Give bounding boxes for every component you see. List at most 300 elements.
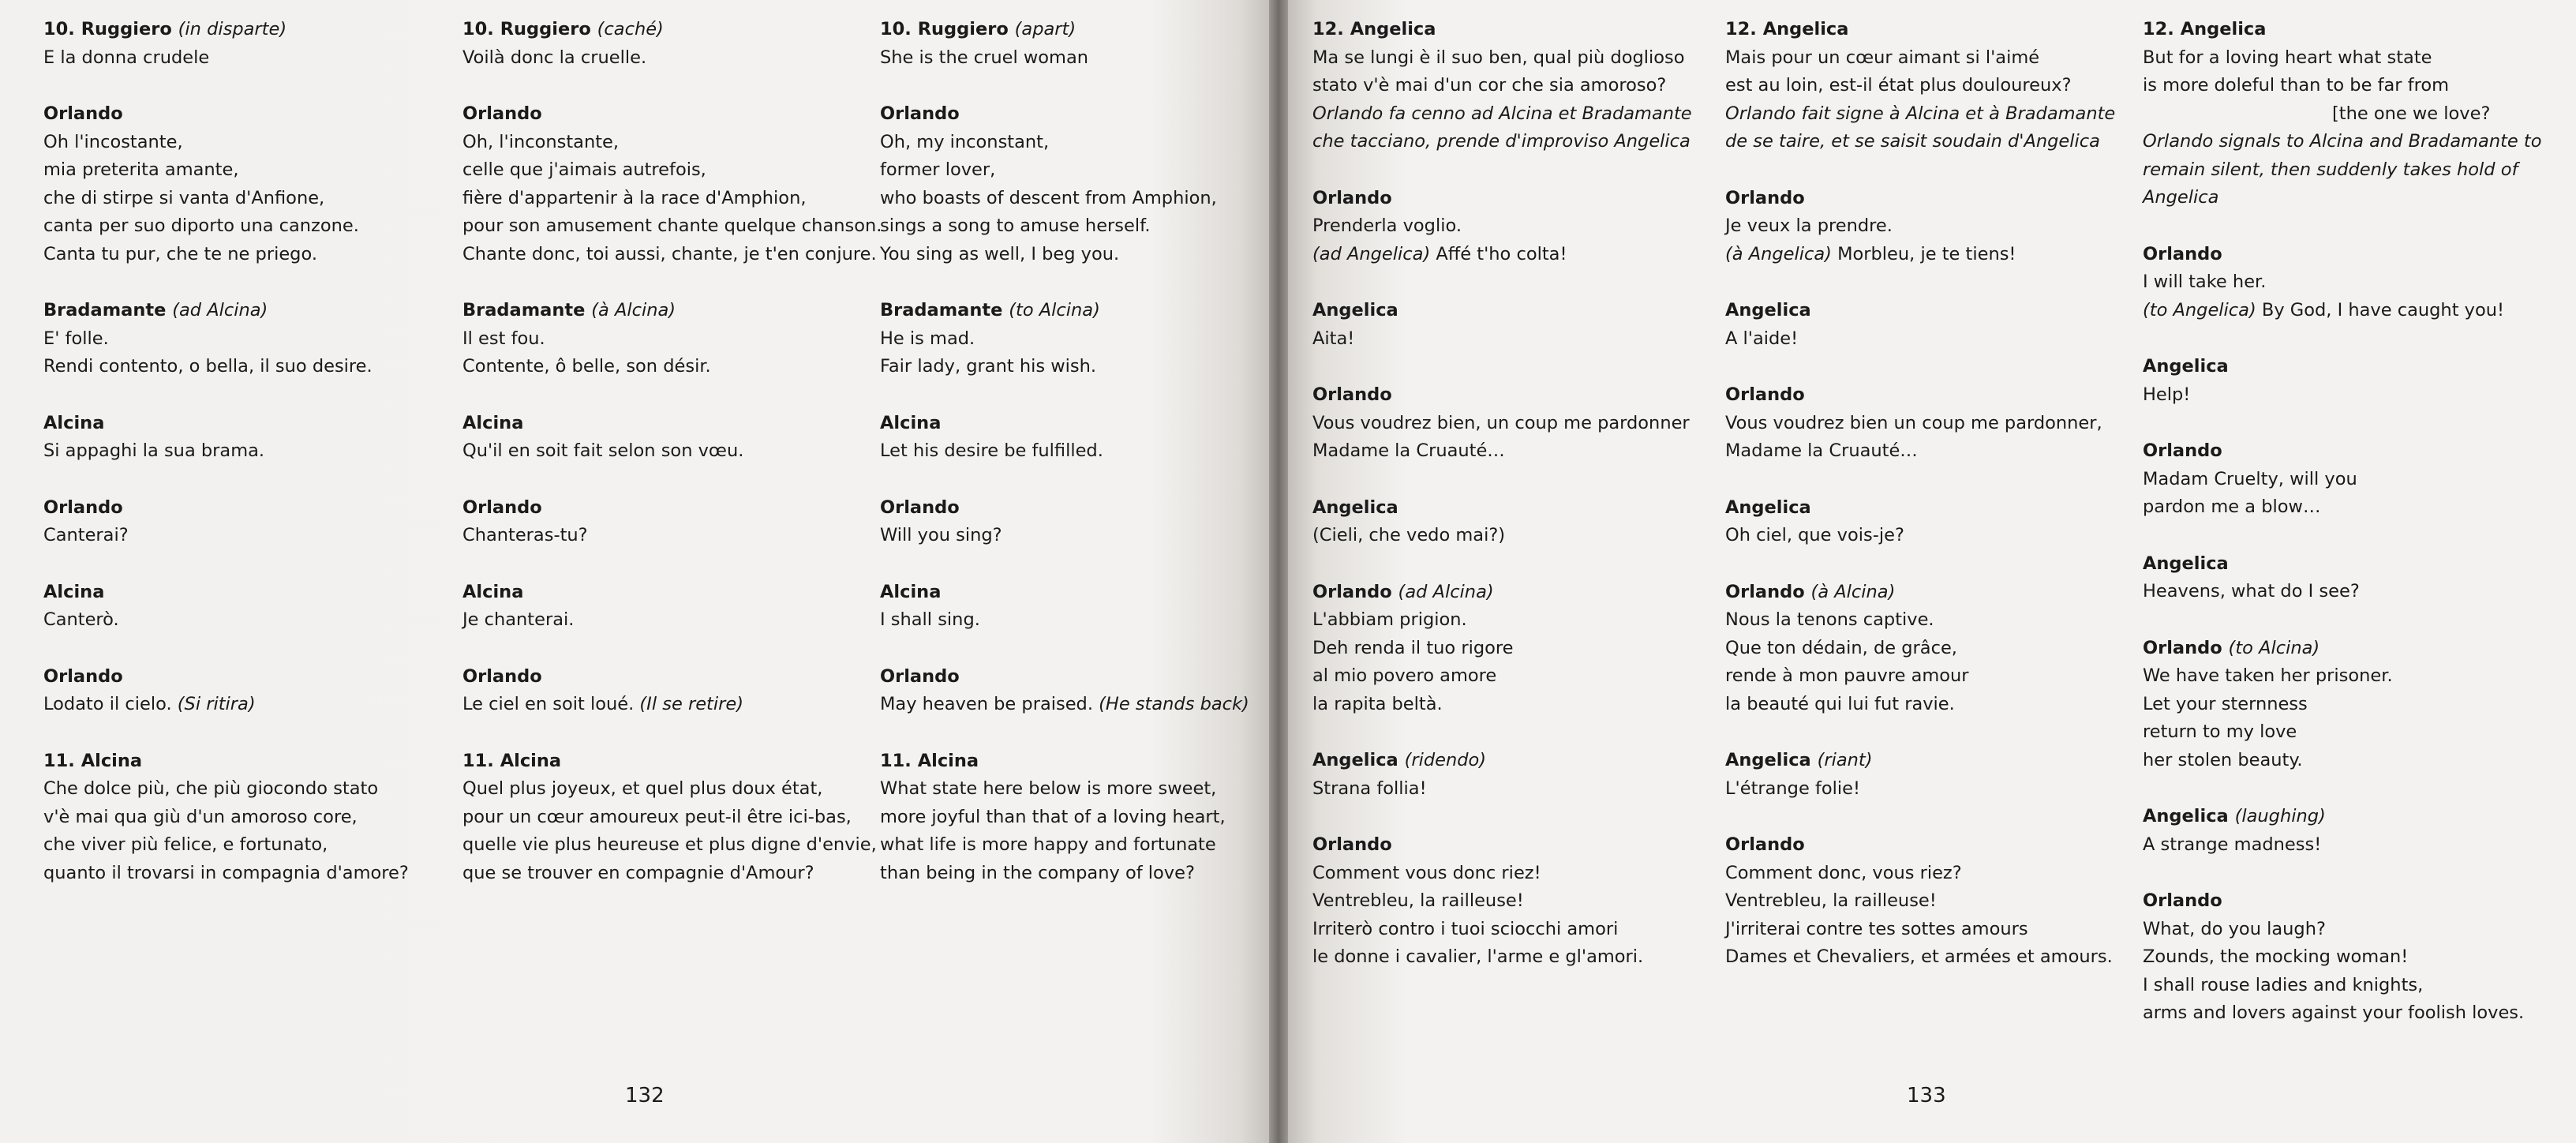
speech-entry xyxy=(462,297,857,381)
speaker-heading xyxy=(1312,494,1707,523)
speaker-heading xyxy=(43,579,414,607)
text-line xyxy=(880,129,1251,157)
speaker-heading xyxy=(2143,241,2537,269)
text-line xyxy=(1312,44,1707,73)
text-line xyxy=(2143,128,2542,156)
text-line xyxy=(1725,437,2120,466)
text-line xyxy=(1312,72,1707,100)
text-line xyxy=(880,325,1251,354)
line-text: arms and lovers against your foolish loves. xyxy=(2143,1002,2525,1023)
speaker-heading xyxy=(1312,185,1707,213)
text-line xyxy=(1312,212,1707,241)
text-line xyxy=(1312,606,1707,635)
speaker-heading xyxy=(462,16,857,44)
text-line xyxy=(880,241,1251,269)
speech-entry xyxy=(1312,747,1707,803)
line-text: Nous la tenons captive. xyxy=(1725,609,1934,630)
text-line xyxy=(2143,184,2537,212)
line-text: What, do you laugh? xyxy=(2143,918,2326,939)
speech-entry xyxy=(1312,579,1707,719)
line-text: Deh renda il tuo rigore xyxy=(1312,637,1514,658)
speech-entry xyxy=(1725,381,2120,466)
line-text: She is the cruel woman xyxy=(880,47,1089,68)
line-text: Madame la Cruauté… xyxy=(1725,440,1918,461)
speaker-heading xyxy=(43,494,414,523)
line-text: que se trouver en compagnie d'Amour? xyxy=(462,862,814,883)
line-text: Il est fou. xyxy=(462,328,545,349)
speech-entry xyxy=(880,579,1251,635)
column-french xyxy=(1725,16,2120,1000)
speaker-heading xyxy=(1312,297,1707,325)
line-text: Help! xyxy=(2143,384,2191,405)
line-text: Che dolce più, che più giocondo stato xyxy=(43,778,379,799)
speech-entry xyxy=(2143,887,2537,1028)
text-line xyxy=(43,212,414,241)
line-text: What state here below is more sweet, xyxy=(880,778,1217,799)
line-text: stato v'è mai d'un cor che sia amoroso? xyxy=(1312,75,1667,96)
speaker-heading xyxy=(2143,16,2537,44)
line-text: Chante donc, toi aussi, chante, je t'en conjure. xyxy=(462,243,877,264)
number-label: 11. xyxy=(880,750,912,771)
speaker-name: Angelica xyxy=(1312,497,1398,518)
line-text: I shall sing. xyxy=(880,609,980,630)
speaker-name: Angelica xyxy=(2143,553,2229,574)
stage-direction: (ridendo) xyxy=(1404,750,1487,770)
speech-entry xyxy=(1725,16,2120,156)
speech-entry xyxy=(880,16,1251,72)
line-text: Canterò. xyxy=(43,609,119,630)
speaker-name: Alcina xyxy=(500,750,562,771)
speaker-name: Orlando xyxy=(1312,384,1392,405)
text-line xyxy=(1312,887,1707,916)
speech-entry xyxy=(880,748,1251,888)
speaker-heading xyxy=(43,100,414,129)
speaker-heading xyxy=(462,100,857,129)
line-text: Si appaghi la sua brama. xyxy=(43,440,265,461)
speaker-heading xyxy=(1725,579,2120,607)
line-text: Madam Cruelty, will you xyxy=(2143,468,2357,489)
number-label: 12. xyxy=(1725,19,1757,39)
line-text: Orlando fait signe à Alcina et à Bradamante xyxy=(1725,103,2116,124)
text-line xyxy=(462,775,857,804)
line-text: Quel plus joyeux, et quel plus doux état, xyxy=(462,778,823,799)
speaker-heading xyxy=(462,663,857,691)
number-label: 10. xyxy=(462,19,494,39)
line-text: Rendi contento, o bella, il suo desire. xyxy=(43,356,373,377)
line-text: Lodato il cielo. xyxy=(43,694,172,714)
text-line xyxy=(43,804,414,832)
line-text: Dames et Chevaliers, et armées et amours. xyxy=(1725,946,2113,967)
line-text: de se taire, et se saisit soudain d'Angelica xyxy=(1725,131,2100,152)
line-text: But for a loving heart what state xyxy=(2143,47,2432,68)
stage-direction: (à Alcina) xyxy=(1810,581,1896,602)
speaker-heading xyxy=(880,494,1251,523)
line-text: Que ton dédain, de grâce, xyxy=(1725,637,1957,658)
line-text: We have taken her prisoner. xyxy=(2143,665,2393,686)
line-text: Contente, ô belle, son désir. xyxy=(462,356,711,377)
stage-direction: (riant) xyxy=(1817,750,1873,770)
line-text: che tacciano, prende d'improviso Angelica xyxy=(1312,131,1690,152)
text-line xyxy=(2143,44,2537,73)
speech-entry xyxy=(1312,297,1707,353)
text-line xyxy=(1725,662,2120,691)
text-line xyxy=(1725,212,2120,241)
line-text: Oh ciel, que vois-je? xyxy=(1725,525,1904,545)
speaker-heading xyxy=(880,410,1251,438)
speech-entry xyxy=(1312,185,1707,269)
line-text: Ventrebleu, la railleuse! xyxy=(1312,890,1524,911)
speaker-name: Ruggiero xyxy=(80,19,172,39)
line-text: Heavens, what do I see? xyxy=(2143,581,2360,601)
line-text: Canta tu pur, che te ne priego. xyxy=(43,243,317,264)
speaker-heading xyxy=(1725,381,2120,410)
text-line xyxy=(880,185,1251,213)
line-text: Fair lady, grant his wish. xyxy=(880,356,1096,377)
stage-direction: (ad Angelica) xyxy=(1312,243,1431,264)
line-text: Oh, my inconstant, xyxy=(880,131,1050,152)
text-line xyxy=(1312,522,1707,550)
text-line xyxy=(43,831,414,860)
speech-entry xyxy=(1725,831,2120,972)
speaker-name: Orlando xyxy=(43,103,123,124)
speaker-name: Alcina xyxy=(43,412,105,433)
number-label: 12. xyxy=(2143,19,2174,39)
speech-entry xyxy=(2143,241,2537,325)
speaker-name: Orlando xyxy=(1725,187,1805,208)
line-text: L'abbiam prigion. xyxy=(1312,609,1467,630)
text-line xyxy=(43,860,414,888)
speech-entry xyxy=(43,297,414,381)
line-text: v'è mai qua giù d'un amoroso core, xyxy=(43,806,358,827)
speaker-name: Alcina xyxy=(462,412,524,433)
speaker-name: Alcina xyxy=(43,581,105,602)
speaker-name: Alcina xyxy=(462,581,524,602)
speech-entry xyxy=(880,100,1251,268)
column-english xyxy=(2143,16,2542,1056)
line-text: what life is more happy and fortunate xyxy=(880,834,1216,855)
text-line xyxy=(2143,493,2537,522)
text-line xyxy=(462,353,857,381)
left-page xyxy=(0,0,1279,1143)
stage-direction: (caché) xyxy=(597,19,664,39)
speaker-heading xyxy=(1312,16,1707,44)
text-line xyxy=(1725,325,2120,354)
line-text: He is mad. xyxy=(880,328,975,349)
speaker-heading xyxy=(43,663,414,691)
line-text: more joyful than that of a loving heart, xyxy=(880,806,1226,827)
text-line xyxy=(1725,691,2120,719)
text-line xyxy=(880,156,1251,185)
line-text: Mais pour un cœur aimant si l'aimé xyxy=(1725,47,2040,68)
number-label: 10. xyxy=(880,19,912,39)
speaker-name: Angelica xyxy=(1725,497,1811,518)
speech-entry xyxy=(1312,831,1707,972)
speech-entry xyxy=(43,100,414,268)
speaker-name: Alcina xyxy=(80,750,143,771)
speaker-name: Alcina xyxy=(917,750,979,771)
text-line xyxy=(880,44,1251,73)
speaker-name: Orlando xyxy=(1725,384,1805,405)
line-text: May heaven be praised. xyxy=(880,694,1093,714)
speaker-heading xyxy=(2143,353,2537,381)
text-line xyxy=(43,156,414,185)
speaker-heading xyxy=(1725,185,2120,213)
speaker-heading xyxy=(1312,747,1707,775)
number-label: 12. xyxy=(1312,19,1344,39)
text-line xyxy=(1312,325,1707,354)
text-line xyxy=(1312,410,1707,438)
text-line xyxy=(880,831,1251,860)
speaker-name: Orlando xyxy=(1725,581,1805,602)
speaker-name: Angelica xyxy=(1350,19,1436,39)
speaker-name: Bradamante xyxy=(462,300,586,320)
line-text: A strange madness! xyxy=(2143,834,2322,855)
speech-entry xyxy=(43,410,414,466)
line-text: Prenderla voglio. xyxy=(1312,215,1462,236)
text-line xyxy=(2143,100,2537,129)
line-text: le donne i cavalier, l'arme e gl'amori. xyxy=(1312,946,1644,967)
line-text: rende à mon pauvre amour xyxy=(1725,665,1969,686)
line-text: By God, I have caught you! xyxy=(2261,299,2505,320)
text-line xyxy=(462,437,857,466)
speech-entry xyxy=(880,410,1251,466)
line-text: J'irriterai contre tes sottes amours xyxy=(1725,918,2028,939)
speech-entry xyxy=(1312,381,1707,466)
speaker-heading xyxy=(2143,635,2537,663)
text-line xyxy=(880,353,1251,381)
text-line xyxy=(1725,887,2120,916)
page-number: 132 xyxy=(625,1084,665,1107)
speaker-heading xyxy=(2143,437,2537,466)
speaker-heading xyxy=(43,297,414,325)
line-text: Chanteras-tu? xyxy=(462,525,588,545)
text-line xyxy=(462,691,857,719)
speaker-heading xyxy=(43,748,414,776)
stage-direction: (to Angelica) xyxy=(2143,299,2256,320)
speech-entry xyxy=(880,663,1251,719)
stage-direction: (à Angelica) xyxy=(1725,243,1832,264)
speaker-name: Orlando xyxy=(880,497,960,518)
speech-entry xyxy=(2143,353,2537,409)
text-line xyxy=(1725,522,2120,550)
line-text: che viver più felice, e fortunato, xyxy=(43,834,328,855)
stage-direction: (to Alcina) xyxy=(1009,300,1100,320)
line-text: than being in the company of love? xyxy=(880,862,1195,883)
line-text: Irriterò contro i tuoi sciocchi amori xyxy=(1312,918,1619,939)
stage-direction: (Si ritira) xyxy=(177,694,256,714)
text-line xyxy=(1725,410,2120,438)
speaker-name: Orlando xyxy=(1312,834,1392,855)
text-line xyxy=(2143,691,2537,719)
line-text: A l'aide! xyxy=(1725,328,1799,349)
text-line xyxy=(1725,72,2120,100)
text-line xyxy=(462,831,877,860)
line-text: celle que j'aimais autrefois, xyxy=(462,159,706,180)
stage-direction: (in disparte) xyxy=(178,19,287,39)
line-text: You sing as well, I beg you. xyxy=(880,243,1120,264)
line-text: Comment donc, vous riez? xyxy=(1725,862,1962,883)
line-text: former lover, xyxy=(880,159,996,180)
line-text: Orlando fa cenno ad Alcina et Bradamante xyxy=(1312,103,1692,124)
speaker-name: Ruggiero xyxy=(917,19,1009,39)
text-line xyxy=(43,437,414,466)
line-text: Madame la Cruauté… xyxy=(1312,440,1505,461)
speech-entry xyxy=(462,100,882,268)
line-text: her stolen beauty. xyxy=(2143,749,2303,770)
text-line xyxy=(43,129,414,157)
speaker-heading xyxy=(880,16,1251,44)
text-line xyxy=(880,437,1251,466)
stage-direction: (ad Alcina) xyxy=(172,300,268,320)
text-line xyxy=(462,522,857,550)
speaker-heading xyxy=(880,748,1251,776)
text-line xyxy=(1312,437,1707,466)
speaker-name: Orlando xyxy=(2143,890,2222,911)
text-line xyxy=(1312,662,1707,691)
line-text: Ma se lungi è il suo ben, qual più doglioso xyxy=(1312,47,1685,68)
speaker-heading xyxy=(2143,550,2537,579)
text-line xyxy=(2143,662,2537,691)
book-gutter xyxy=(1269,0,1288,1143)
line-text: Angelica xyxy=(2143,187,2219,208)
speaker-name: Orlando xyxy=(2143,637,2222,658)
speech-entry xyxy=(2143,803,2537,859)
line-text: est au loin, est-il état plus douloureux? xyxy=(1725,75,2072,96)
speaker-heading xyxy=(880,100,1251,129)
text-line xyxy=(462,44,857,73)
line-text: che di stirpe si vanta d'Anfione, xyxy=(43,187,325,208)
line-text: E' folle. xyxy=(43,328,109,349)
right-page xyxy=(1279,0,2576,1143)
text-line xyxy=(1312,943,1707,972)
text-line xyxy=(880,860,1251,888)
line-text: Comment vous donc riez! xyxy=(1312,862,1541,883)
text-line xyxy=(2143,747,2537,775)
text-line xyxy=(1725,916,2120,944)
speaker-name: Bradamante xyxy=(43,300,167,320)
speaker-name: Orlando xyxy=(1312,187,1392,208)
speech-entry xyxy=(43,748,414,888)
speaker-heading xyxy=(880,297,1251,325)
text-line xyxy=(2143,999,2537,1028)
speech-entry xyxy=(43,16,414,72)
line-text: who boasts of descent from Amphion, xyxy=(880,187,1217,208)
text-line xyxy=(1312,128,1707,156)
line-text: Je chanterai. xyxy=(462,609,575,630)
speech-entry xyxy=(43,579,414,635)
line-text: Aita! xyxy=(1312,328,1355,349)
speaker-name: Angelica xyxy=(2180,19,2267,39)
line-text: Let your sternness xyxy=(2143,693,2308,714)
text-line xyxy=(1312,775,1707,804)
text-line xyxy=(880,212,1251,241)
text-line xyxy=(1725,44,2120,73)
text-line xyxy=(1312,916,1707,944)
line-text: I will take her. xyxy=(2143,272,2267,292)
speaker-name: Angelica xyxy=(1725,750,1811,770)
speech-entry xyxy=(1725,185,2120,269)
line-text: Strana follia! xyxy=(1312,778,1427,799)
speech-entry xyxy=(2143,437,2537,522)
text-line xyxy=(43,325,414,354)
line-text: la beauté qui lui fut ravie. xyxy=(1725,693,1955,714)
speech-entry xyxy=(880,494,1251,550)
text-line xyxy=(2143,578,2537,606)
stage-direction: (Il se retire) xyxy=(639,694,743,714)
speaker-heading xyxy=(2143,887,2537,916)
text-line xyxy=(43,44,414,73)
speaker-heading xyxy=(1725,494,2120,523)
text-line xyxy=(1312,241,1707,269)
line-text: is more doleful than to be far from xyxy=(2143,75,2450,96)
speaker-name: Ruggiero xyxy=(500,19,591,39)
line-text: Le ciel en soit loué. xyxy=(462,694,635,714)
text-line xyxy=(2143,916,2537,944)
line-text: Affé t'ho colta! xyxy=(1436,243,1567,264)
speaker-name: Angelica xyxy=(1312,300,1398,320)
speaker-name: Angelica xyxy=(1312,750,1398,770)
line-text: Zounds, the mocking woman! xyxy=(2143,946,2409,967)
line-text: I shall rouse ladies and knights, xyxy=(2143,974,2424,995)
text-line xyxy=(462,860,857,888)
line-text: L'étrange folie! xyxy=(1725,778,1861,799)
text-line xyxy=(462,804,857,832)
line-text: Canterai? xyxy=(43,525,129,545)
text-line xyxy=(2143,381,2537,410)
speaker-name: Orlando xyxy=(880,103,960,124)
speaker-name: Bradamante xyxy=(880,300,1003,320)
speaker-name: Orlando xyxy=(462,497,542,518)
speaker-name: Orlando xyxy=(880,665,960,687)
text-line xyxy=(2143,972,2537,1000)
speech-entry xyxy=(43,663,414,719)
speaker-heading xyxy=(462,748,857,776)
text-line xyxy=(1312,860,1707,888)
speaker-heading xyxy=(1312,381,1707,410)
speaker-heading xyxy=(880,663,1251,691)
text-line xyxy=(462,325,857,354)
speaker-heading xyxy=(880,579,1251,607)
stage-direction: (ad Alcina) xyxy=(1398,581,1494,602)
stage-direction: (to Alcina) xyxy=(2228,637,2320,658)
column-english xyxy=(880,16,1251,916)
text-line xyxy=(1312,691,1707,719)
line-text: fière d'appartenir à la race d'Amphion, xyxy=(462,187,807,208)
line-text: [the one we love? xyxy=(2332,103,2491,124)
line-text: Vous voudrez bien, un coup me pardonner xyxy=(1312,412,1690,433)
speaker-heading xyxy=(1725,16,2120,44)
speaker-heading xyxy=(462,494,857,523)
speech-entry xyxy=(462,663,857,719)
text-line xyxy=(1725,860,2120,888)
text-line xyxy=(880,522,1251,550)
text-line xyxy=(462,212,882,241)
speaker-name: Alcina xyxy=(880,581,942,602)
line-text: Vous voudrez bien un coup me pardonner, xyxy=(1725,412,2102,433)
speech-entry xyxy=(462,16,857,72)
speaker-heading xyxy=(462,579,857,607)
line-text: Je veux la prendre. xyxy=(1725,215,1893,236)
speech-entry xyxy=(1725,579,2120,719)
line-text: return to my love xyxy=(2143,721,2297,742)
text-line xyxy=(1725,128,2120,156)
speech-entry xyxy=(1725,494,2120,550)
speech-entry xyxy=(462,494,857,550)
column-italian xyxy=(1312,16,1707,1000)
line-text: canta per suo diporto una canzone. xyxy=(43,215,359,236)
line-text: Let his desire be fulfilled. xyxy=(880,440,1103,461)
speaker-name: Angelica xyxy=(1725,300,1811,320)
